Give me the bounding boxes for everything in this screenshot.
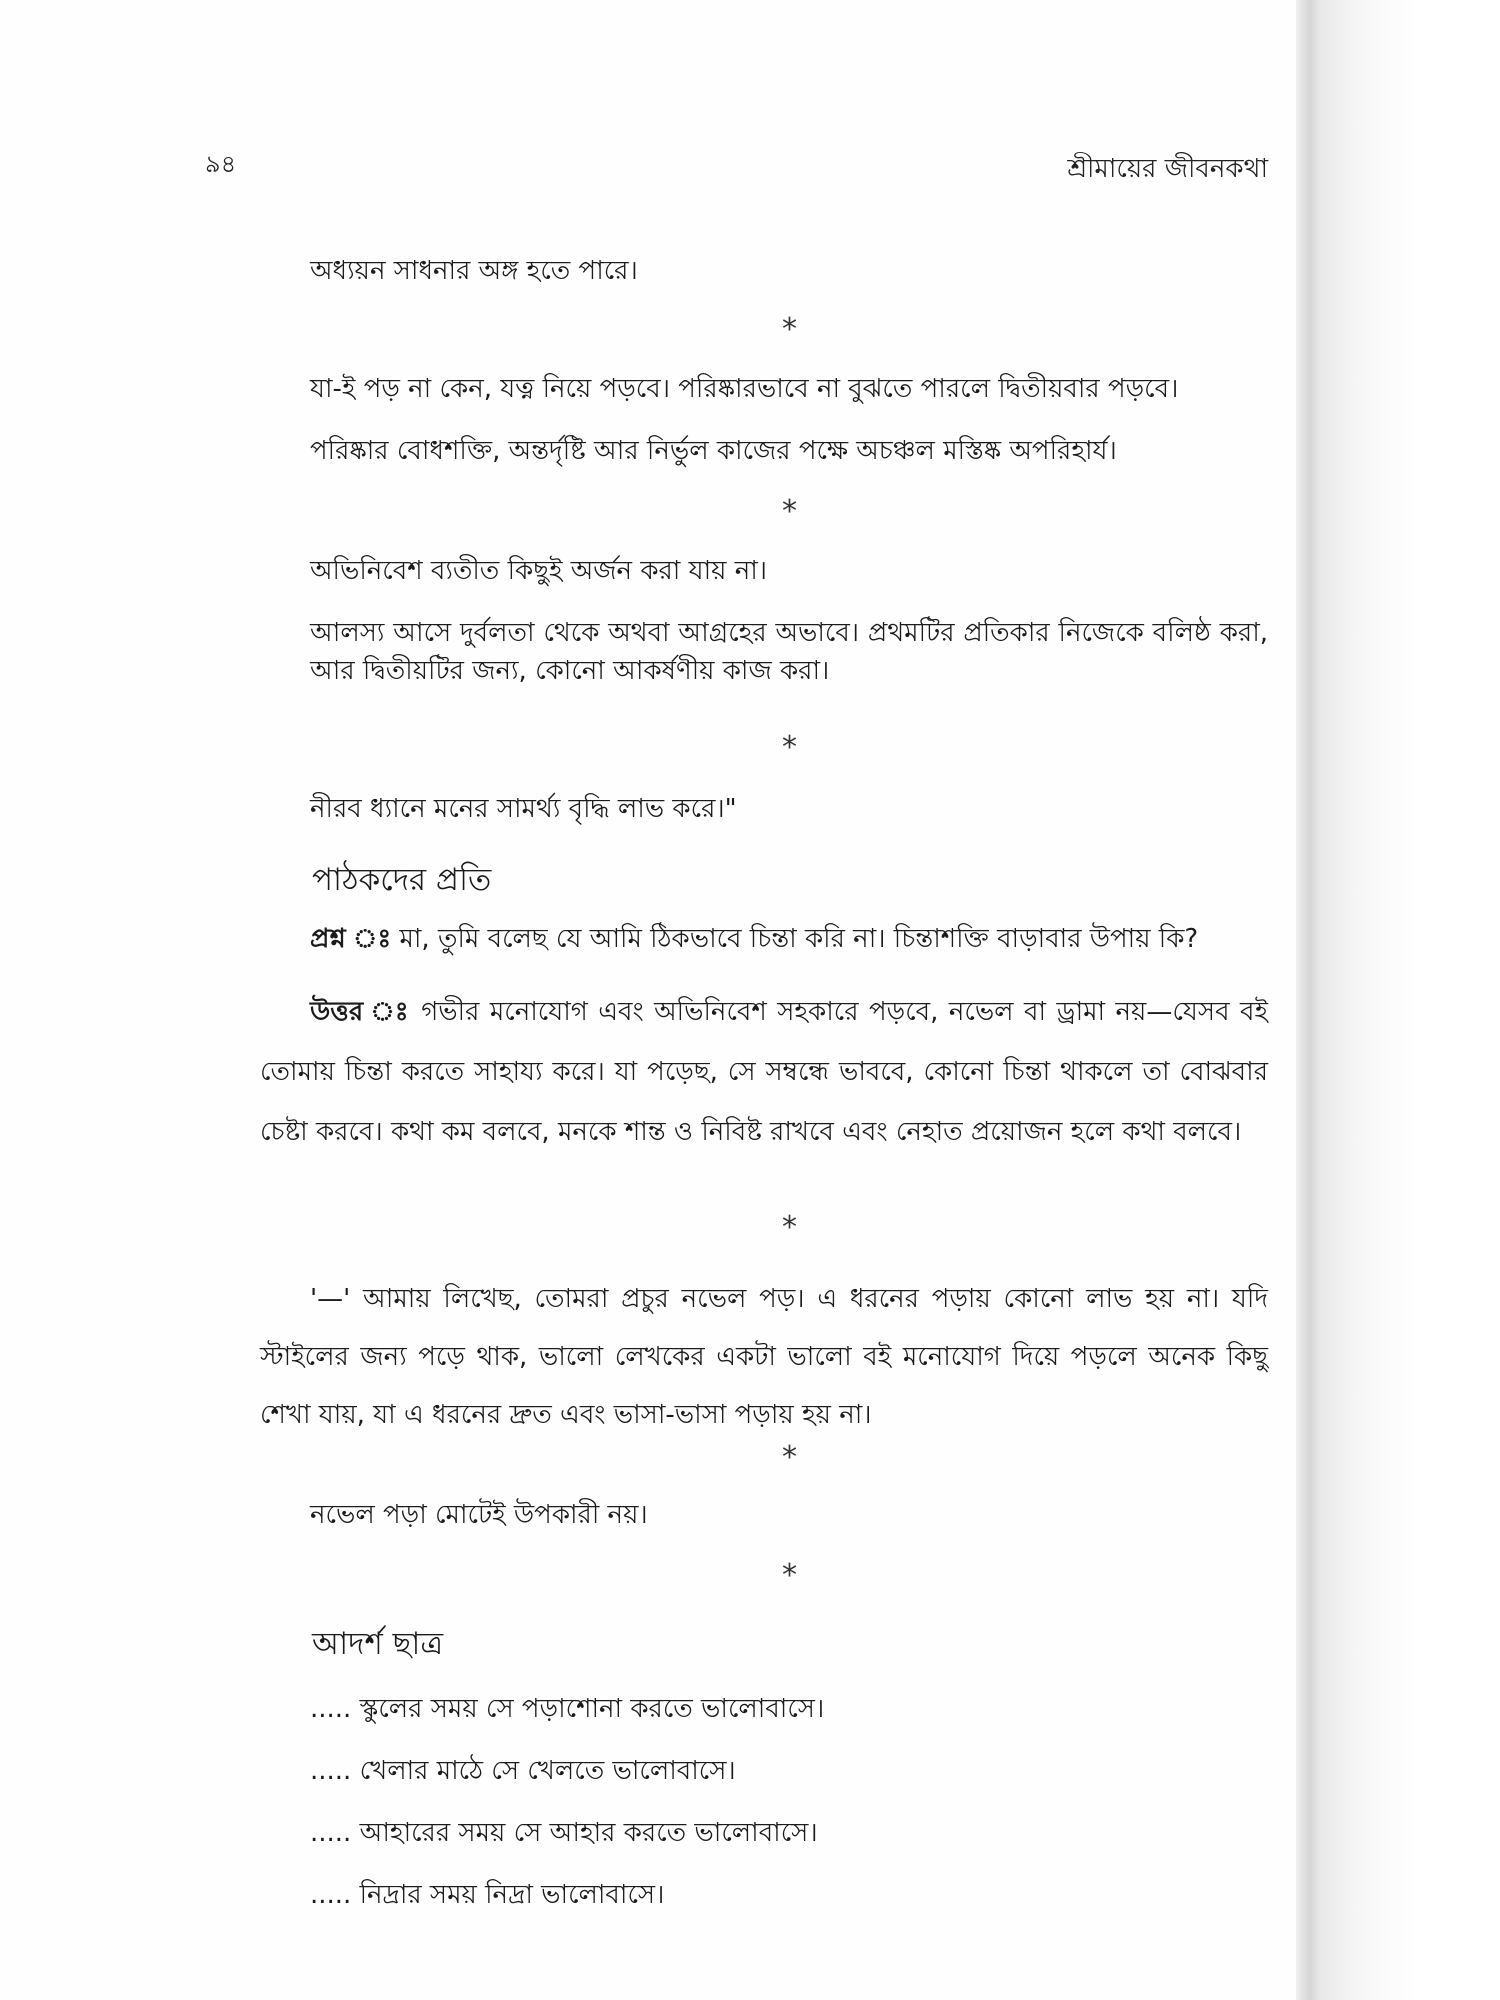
page-number: ৯৪ bbox=[205, 150, 237, 178]
paragraph-novels: '—' আমায় লিখেছ, তোমরা প্রচুর নভেল পড়। এ ধরনের পড়ায় কোনো লাভ হয় না। যদি স্টাইলের জন্য পড়ে থাক, ভালো লেখকের একটা ভালো বই মনোযোগ দিয়ে পড়লে অনেক কিছু শেখা যায়, যা এ ধরনের দ্রুত এবং ভাসা-ভাসা পড়ায় হয় না। bbox=[260, 1284, 1268, 1430]
paragraph-novels-useless: নভেল পড়া মোটেই উপকারী নয়। bbox=[310, 1500, 648, 1530]
paragraph-meditation: নীরব ধ্যানে মনের সামর্থ্য বৃদ্ধি লাভ করে।" bbox=[310, 794, 737, 824]
section-heading-to-readers: পাঠকদের প্রতি bbox=[312, 862, 492, 898]
paragraph-read-carefully: যা-ই পড় না কেন, যত্ন নিয়ে পড়বে। পরিষ্কারভাবে না বুঝতে পারলে দ্বিতীয়বার পড়বে। bbox=[310, 374, 1179, 404]
section-separator: * bbox=[782, 730, 797, 765]
section-separator: * bbox=[782, 494, 797, 529]
list-item: ..... স্কুলের সময় সে পড়াশোনা করতে ভালোবাসে। bbox=[310, 1694, 825, 1724]
section-separator: * bbox=[782, 1440, 797, 1475]
paragraph-laziness bbox=[310, 614, 1268, 690]
question-line bbox=[310, 920, 1198, 958]
paragraph-clear-mind: পরিষ্কার বোধশক্তি, অন্তর্দৃষ্টি আর নির্ভুল কাজের পক্ষে অচঞ্চল মস্তিষ্ক অপরিহার্য। bbox=[310, 436, 1117, 466]
list-item: ..... খেলার মাঠে সে খেলতে ভালোবাসে। bbox=[310, 1756, 736, 1786]
list-item: ..... আহারের সময় সে আহার করতে ভালোবাসে। bbox=[310, 1818, 818, 1848]
answer-text: গভীর মনোযোগ এবং অভিনিবেশ সহকারে পড়বে, নভেল বা ড্রামা নয়—যেসব বই তোমায় চিন্তা করতে সাহায্য করে। যা পড়েছ, সে সম্বন্ধে ভাববে, কোনো চিন্তা থাকলে তা বোঝবার চেষ্টা করবে। কথা কম বলবে, মনকে শান্ত ও নিবিষ্ট রাখবে এবং নেহাত প্রয়োজন হলে কথা বলবে। bbox=[260, 997, 1269, 1147]
question-label: প্রশ্ন ঃ bbox=[310, 924, 392, 954]
list-item: ..... নিদ্রার সময় নিদ্রা ভালোবাসে। bbox=[310, 1880, 665, 1910]
paragraph-concentration: অভিনিবেশ ব্যতীত কিছুই অর্জন করা যায় না। bbox=[310, 556, 768, 586]
section-heading-ideal-student: আদর্শ ছাত্র bbox=[312, 1626, 444, 1662]
answer-paragraph bbox=[260, 982, 1268, 1162]
section-separator: * bbox=[782, 312, 797, 347]
section-separator: * bbox=[782, 1210, 797, 1245]
answer-label: উত্তর ঃ bbox=[310, 997, 411, 1027]
question-text: মা, তুমি বলেছ যে আমি ঠিকভাবে চিন্তা করি না। চিন্তাশক্তি বাড়াবার উপায় কি? bbox=[399, 924, 1199, 954]
paragraph-laziness-text: আলস্য আসে দুর্বলতা থেকে অথবা আগ্রহের অভাবে। প্রথমটির প্রতিকার নিজেকে বলিষ্ঠ করা, আর দ্বিতীয়টির জন্য, কোনো আকর্ষণীয় কাজ করা। bbox=[310, 618, 1268, 686]
page-gutter-shadow bbox=[1296, 0, 1500, 2000]
running-title: শ্রীমায়ের জীবনকথা bbox=[1067, 154, 1268, 184]
section-separator: * bbox=[782, 1558, 797, 1593]
paragraph-study: অধ্যয়ন সাধনার অঙ্গ হতে পারে। bbox=[310, 256, 638, 286]
